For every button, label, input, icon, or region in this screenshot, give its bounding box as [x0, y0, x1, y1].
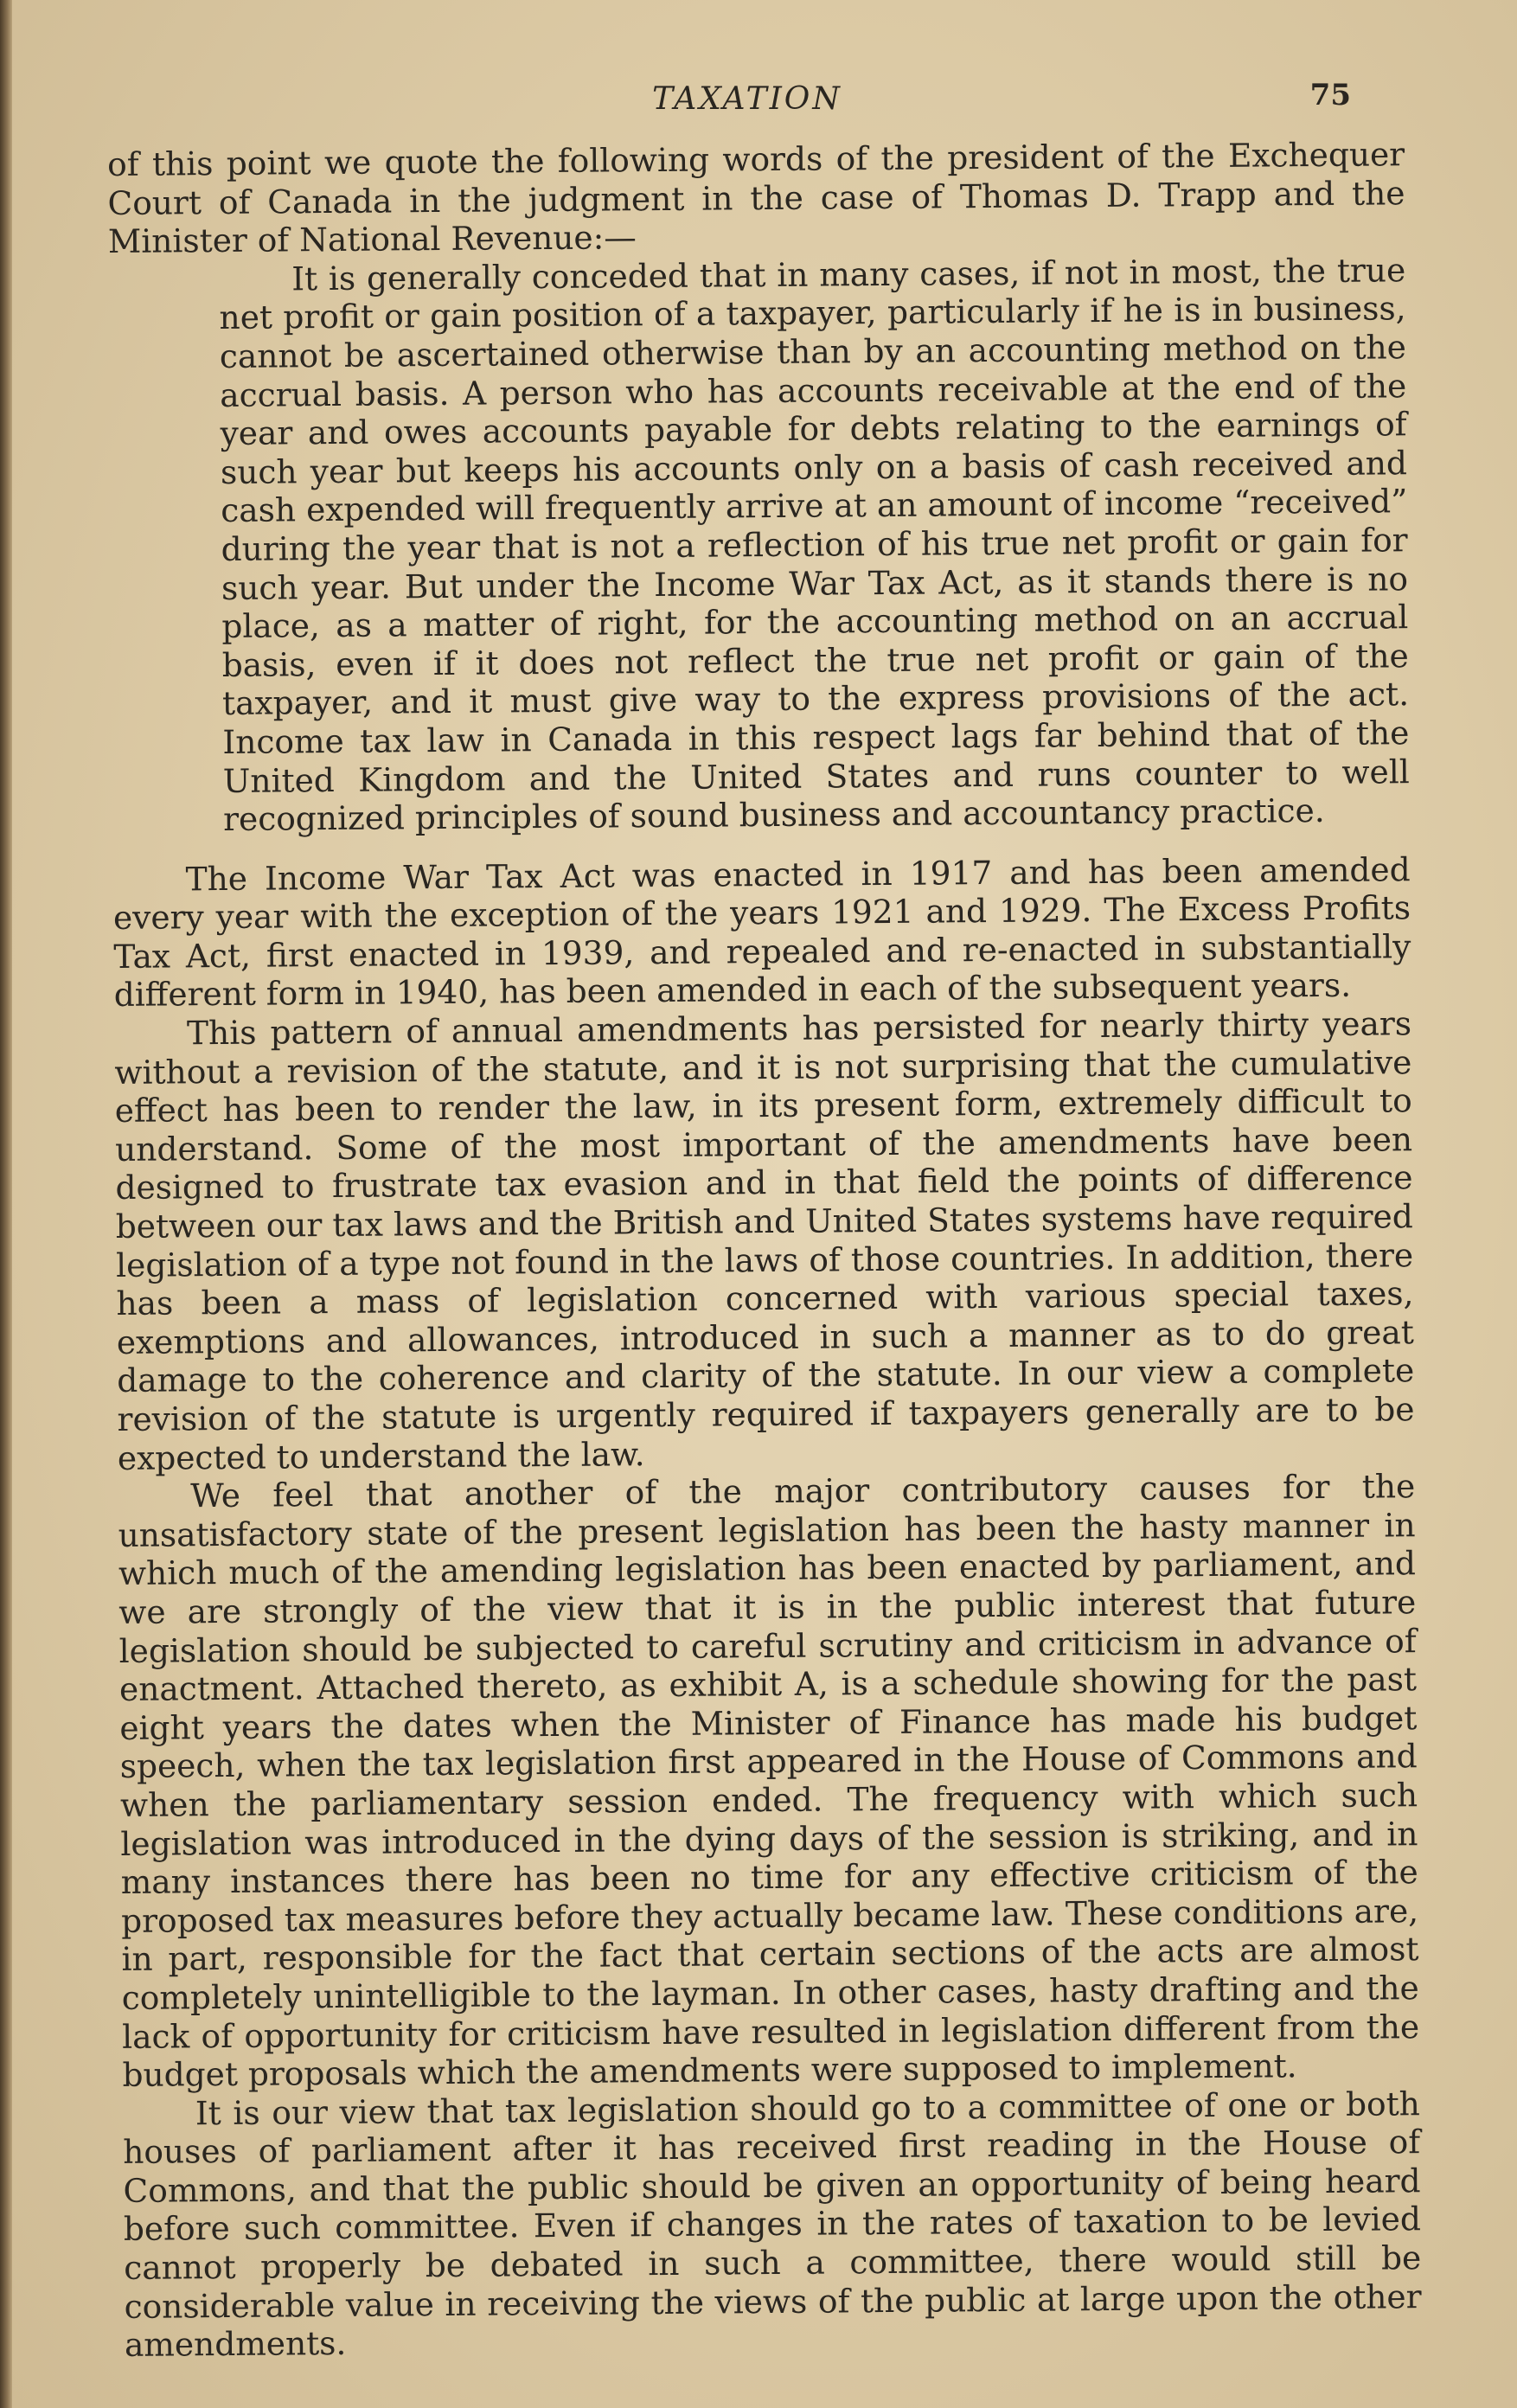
page-number: 75	[1309, 78, 1351, 112]
running-header	[12, 78, 1517, 121]
paragraph-annual-amendments: This pattern of annual amendments has persisted for nearly thirty years without a revision of the statute, and it is not surprising that the cumulative effect has been to render the law, in its present form, extremely difficult to understand. Some of the most important of the amendments have been designed to frustrate tax evasion and in that field the points of difference between our tax laws and the British and United States systems have required legislation of a type not found in the laws of those countries. In addition, there has been a mass of legislation concerned with various special taxes, exemptions and allowances, introduced in such a manner as to do great damage to the coherence and clarity of the statute. In our view a complete revision of the statute is urgently required if taxpayers generally are to be expected to understand the law.	[114, 1004, 1415, 1477]
book-page	[12, 0, 1517, 2408]
paragraph-hasty-legislation: We feel that another of the major contributory causes for the unsatisfactory state of the present legislation has been the hasty manner in which much of the amending legislation has been enacted by parliament, and we are strongly of the view that it is in the public interest that future legislation should be subjected to careful scrutiny and criticism in advance of enactment. Attached thereto, as exhibit A, is a schedule showing for the past eight years the dates when the Minister of Finance has made his budget speech, when the tax legislation first appeared in the House of Commons and when the parliamentary session ended. The frequency with which such legislation was introduced in the dying days of the session is striking, and in many instances there has been no time for any effective criticism of the proposed tax measures before they actually became law. These conditions are, in part, responsible for the fact that certain sections of the acts are almost completely unintelligible to the layman. In other cases, hasty drafting and the lack of opportunity for criticism have resulted in legislation different from the budget proposals which the amendments were supposed to implement.	[118, 1467, 1420, 2095]
book-binding-edge	[0, 0, 12, 2408]
paragraph-act-history: The Income War Tax Act was enacted in 1917 and has been amended every year with the exception of the years 1921 and 1929. The Excess Profits Tax Act, first enacted in 1939, and repealed and re-enacted in substantially different form in 1940, has been amended in each of the subsequent years.	[112, 849, 1411, 1015]
body-text	[107, 135, 1422, 2365]
intro-paragraph: of this point we quote the following words of the president of the Exchequer Court of Canada in the judgment in the case of Thomas D. Trapp and the Minister of National Revenue:—	[107, 135, 1405, 261]
running-title: TAXATION	[652, 81, 842, 117]
block-quotation: It is generally conceded that in many cases, if not in most, the true net profit or gain position of a taxpayer, particularly if he is in business, cannot be ascertained otherwise than by an accounting method on the accrual basis. A person who has accounts receivable at the end of the year and owes accounts payable for debts relating to the earnings of such year but keeps his accounts only on a basis of cash received and cash expended will frequently arrive at an amount of income “received” during the year that is not a reflection of his true net profit or gain for such year. But under the Income War Tax Act, as it stands there is no place, as a matter of right, for the accounting method on an accrual basis, even if it does not reflect the true net profit or gain of the taxpayer, and it must give way to the express provisions of the act. Income tax law in Canada in this respect lags far behind that of the United Kingdom and the United States and runs counter to well recognized principles of sound business and accountancy practice.	[219, 250, 1410, 839]
paragraph-committee-proposal: It is our view that tax legislation should go to a committee of one or both houses of parliament after it has received first reading in the House of Commons, and that the public should be given an opportunity of being heard before such committee. Even if changes in the rates of taxation to be levied cannot properly be debated in such a committee, there would still be considerable value in receiving the views of the public at large upon the other amendments.	[123, 2084, 1422, 2365]
